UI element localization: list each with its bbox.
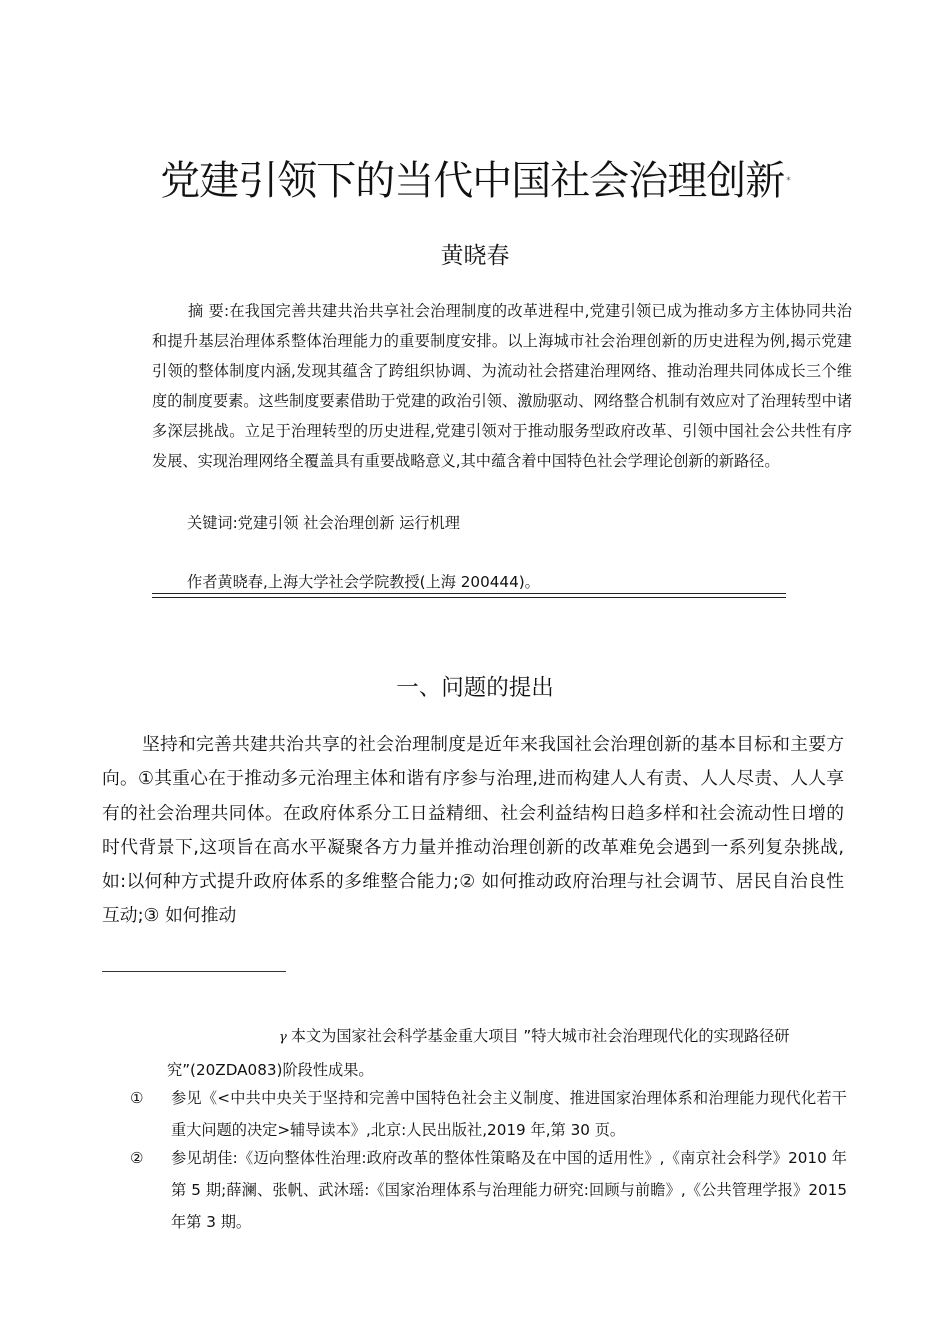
footnote-1: [130, 1082, 847, 1146]
funding-footnote-marker: γ: [279, 1030, 287, 1045]
footnote-2: [130, 1142, 847, 1238]
section-heading: 一、问题的提出: [396, 675, 554, 701]
title-footnote-marker: *: [786, 176, 790, 186]
author-affiliation-note: 作者黄晓春,上海大学社会学院教授(上海 200444)。: [187, 573, 540, 591]
funding-footnote: [167, 1020, 847, 1086]
footnote-2-marker: ②: [130, 1149, 144, 1167]
paper-title: [0, 152, 950, 210]
body-paragraph: 坚持和完善共建共治共享的社会治理制度是近年来我国社会治理创新的基本目标和主要方向。①其重心在于推动多元治理主体和谐有序参与治理,进而构建人人有责、人人尽责、人人享有的社会治理共同体。在政府体系分工日益精细、社会利益结构日趋多样和社会流动性日增的时代背景下,这项旨在高水平凝聚各方力量并推动治理创新的改革难免会遇到一系列复杂挑战,如:以何种方式提升政府体系的多维整合能力;② 如何推动政府治理与社会调节、居民自治良性互动;③ 如何推动: [102, 734, 844, 927]
abstract-text: 摘 要:在我国完善共建共治共享社会治理制度的改革进程中,党建引领已成为推动多方主体协同共治和提升基层治理体系整体治理能力的重要制度安排。以上海城市社会治理创新的历史进程为例,揭示党建引领的整体制度内涵,发现其蕴含了跨组织协调、为流动社会搭建治理网络、推动治理共同体成长三个维度的制度要素。这些制度要素借助于党建的政治引领、激励驱动、网络整合机制有效应对了治理转型中诸多深层挑战。立足于治理转型的历史进程,党建引领对于推动服务型政府改革、引领中国社会公共性有序发展、实现治理网络全覆盖具有重要战略意义,其中蕴含着中国特色社会学理论创新的新路径。: [152, 302, 852, 470]
header-divider: [152, 593, 786, 598]
footnote-divider: [102, 971, 286, 972]
footnote-1-marker: ①: [130, 1089, 144, 1107]
paper-title-text: 党建引领下的当代中国社会治理创新: [160, 158, 785, 204]
author-name: 黄晓春: [440, 243, 510, 269]
abstract: [152, 296, 852, 476]
keywords: 关键词:党建引领 社会治理创新 运行机理: [187, 514, 460, 532]
footnote-2-text: 参见胡佳:《迈向整体性治理:政府改革的整体性策略及在中国的适用性》,《南京社会科学》2010 年第 5 期;薛澜、张帆、武沐瑶:《国家治理体系与治理能力研究:回顾与前瞻》,《公共管理学报》2015 年第 3 期。: [171, 1149, 847, 1231]
footnote-1-text: 参见《<中共中央关于坚持和完善中国特色社会主义制度、推进国家治理体系和治理能力现代化若干重大问题的决定>辅导读本》,北京:人民出版社,2019 年,第 30 页。: [171, 1089, 847, 1139]
funding-footnote-text: 本文为国家社会科学基金重大项目 ”特大城市社会治理现代化的实现路径研究”(20ZDA083)阶段性成果。: [167, 1027, 790, 1079]
